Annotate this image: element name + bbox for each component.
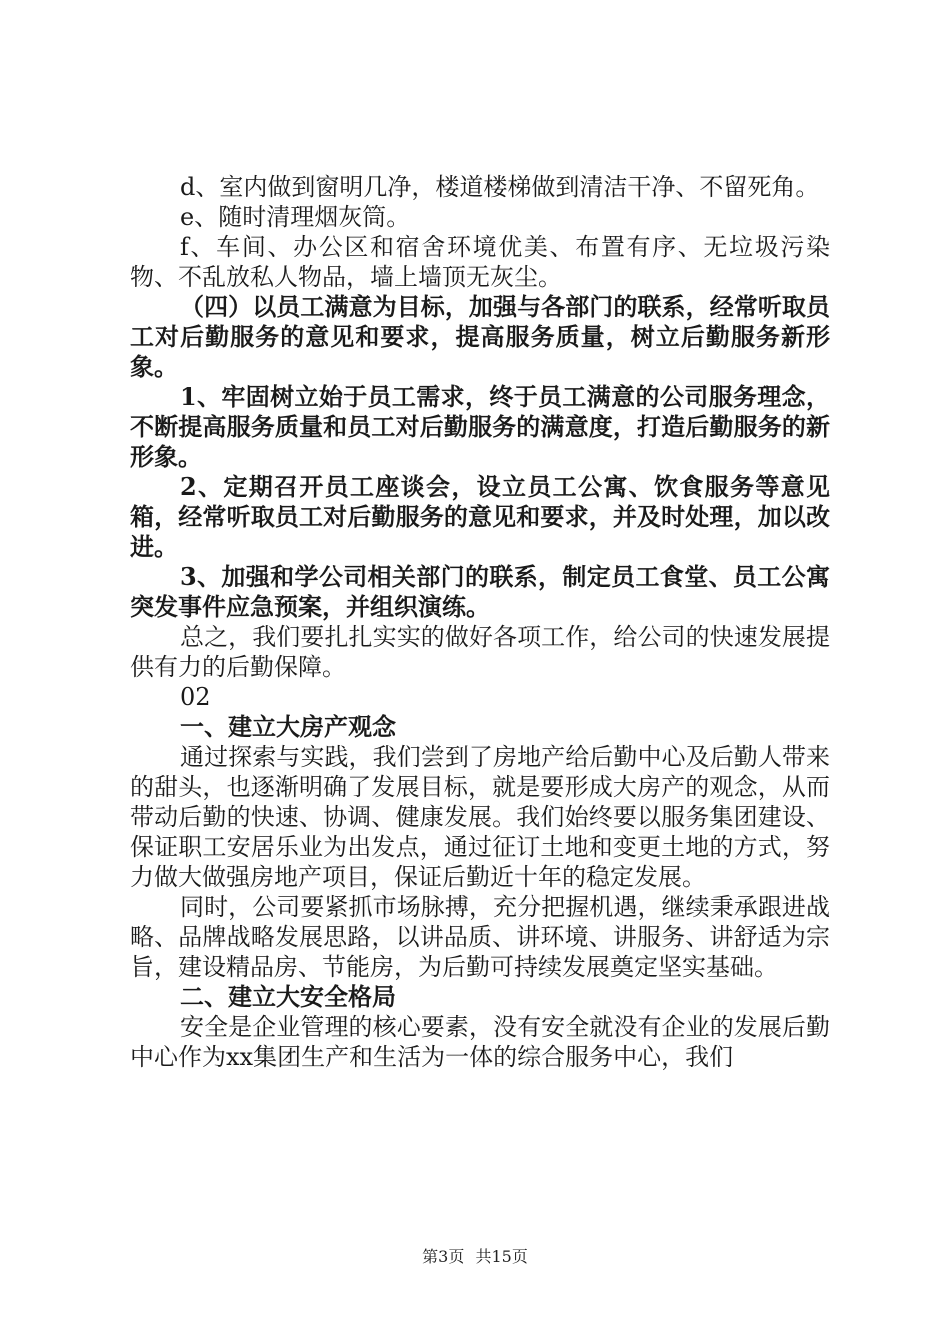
document-body [130, 172, 830, 1072]
paragraph-market: 同时，公司要紧抓市场脉搏，充分把握机遇，继续秉承跟进战略、品牌战略发展思路，以讲品质、讲环境、讲服务、讲舒适为宗旨，建设精品房、节能房，为后勤可持续发展奠定坚实基础。 [130, 893, 830, 981]
page-total: 共15页 [475, 1247, 528, 1266]
item-1: 1、牢固树立始于员工需求，终于员工满意的公司服务理念，不断提高服务质量和员工对后勤服务的满意度，打造后勤服务的新形象。 [130, 382, 830, 471]
item-2: 2、定期召开员工座谈会，设立员工公寓、饮食服务等意见箱，经常听取员工对后勤服务的意见和要求，并及时处理，加以改进。 [130, 472, 830, 561]
page-footer [0, 1244, 950, 1267]
paragraph-real-estate: 通过探索与实践，我们尝到了房地产给后勤中心及后勤人带来的甜头，也逐渐明确了发展目标，就是要形成大房产的观念，从而带动后勤的快速、协调、健康发展。我们始终要以服务集团建设、保证职工安居乐业为出发点，通过征订土地和变更土地的方式，努力做大做强房地产项目，保证后勤近十年的稳定发展。 [130, 743, 830, 891]
item-3: 3、加强和学公司相关部门的联系，制定员工食堂、员工公寓突发事件应急预案，并组织演练。 [130, 562, 830, 621]
paragraph-f: f、车间、办公区和宿舍环境优美、布置有序、无垃圾污染物、不乱放私人物品，墙上墙顶无灰尘。 [130, 233, 830, 291]
heading-safety: 二、建立大安全格局 [180, 982, 396, 1011]
section-four-heading: （四）以员工满意为目标，加强与各部门的联系，经常听取员工对后勤服务的意见和要求，提高服务质量，树立后勤服务新形象。 [130, 292, 830, 381]
summary-paragraph: 总之，我们要扎扎实实的做好各项工作，给公司的快速发展提供有力的后勤保障。 [130, 623, 830, 681]
paragraph-e: e、随时清理烟灰筒。 [180, 203, 411, 231]
paragraph-d: d、室内做到窗明几净，楼道楼梯做到清洁干净、不留死角。 [180, 173, 820, 201]
paragraph-safety: 安全是企业管理的核心要素，没有安全就没有企业的发展后勤中心作为xx集团生产和生活为一体的综合服务中心，我们 [130, 1013, 830, 1071]
heading-real-estate: 一、建立大房产观念 [180, 712, 396, 741]
page-number: 第3页 [422, 1247, 465, 1266]
section-number: 02 [180, 683, 211, 711]
